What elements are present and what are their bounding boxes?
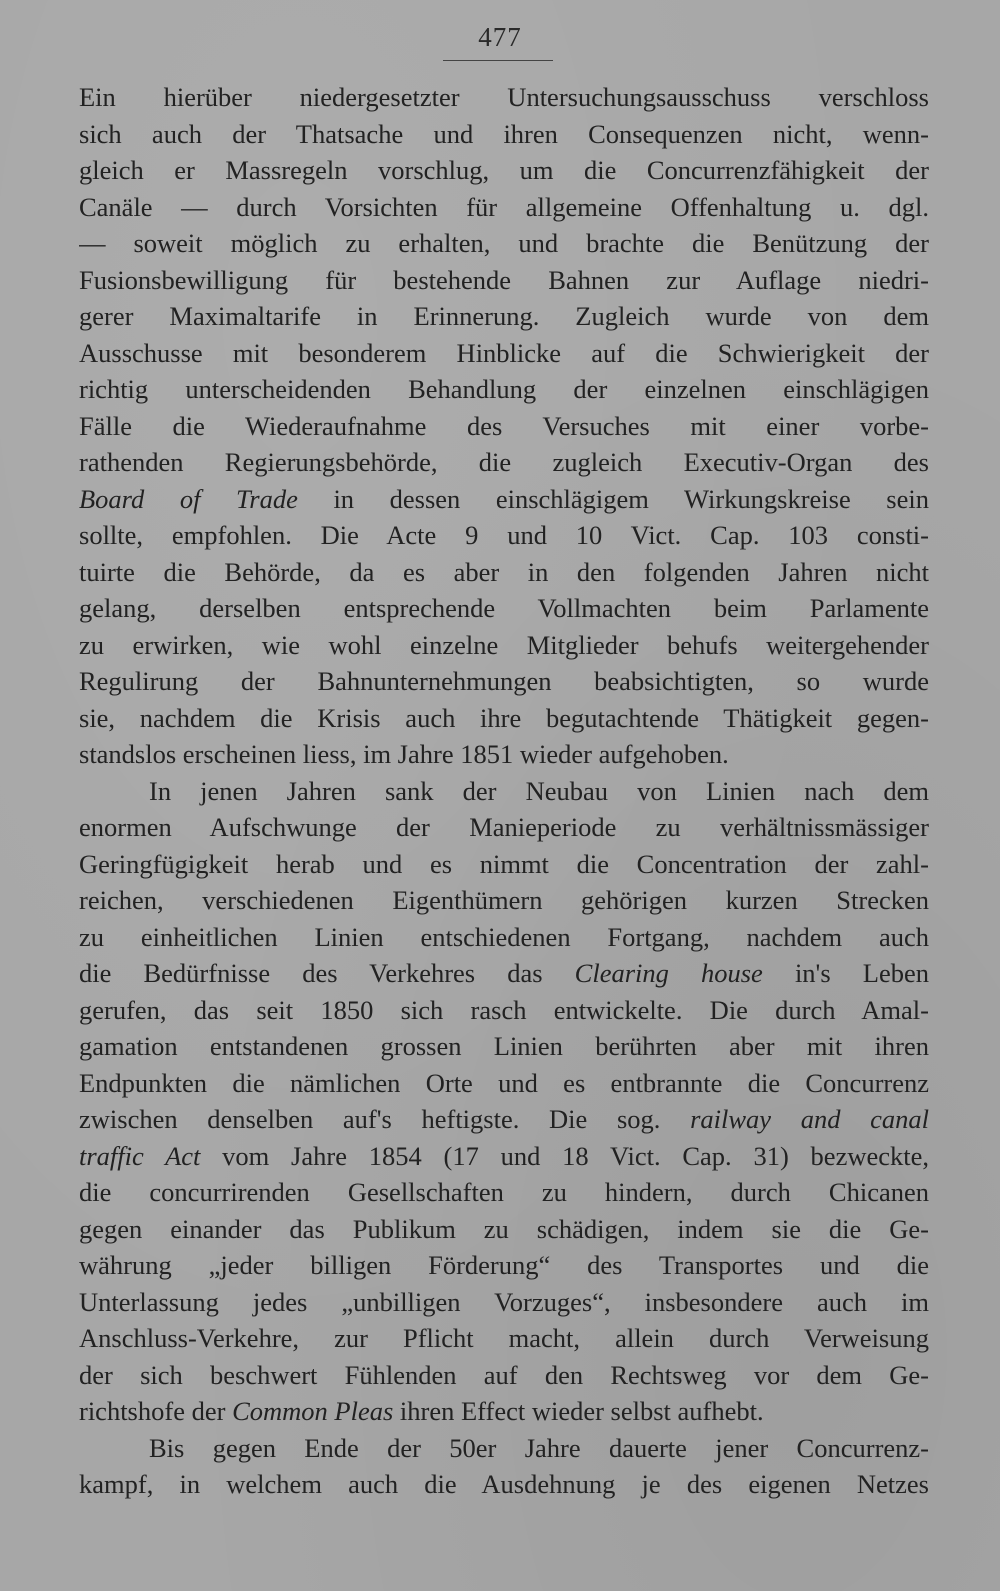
text-line	[79, 1247, 929, 1284]
text-run: in's Leben	[762, 958, 929, 988]
text-run: enormen Aufschwunge der Manieperiode zu verhältnissmässiger	[79, 812, 929, 842]
text-line	[79, 1028, 929, 1065]
text-run: reichen, verschiedenen Eigenthümern gehörigen kurzen Strecken	[79, 885, 929, 915]
text-line	[79, 408, 929, 445]
text-line	[79, 116, 929, 153]
text-run: Canäle — durch Vorsichten für allgemeine Offenhaltung u. dgl.	[79, 191, 929, 222]
italic-text: Clearing house	[574, 958, 763, 988]
text-run: richtig unterscheidenden Behandlung der einzelnen einschlägigen	[79, 374, 929, 404]
text-run: Fusionsbewilligung für bestehende Bahnen zur Auflage niedri-	[79, 264, 929, 295]
text-line	[79, 773, 929, 810]
paragraph	[79, 1430, 929, 1503]
text-line	[79, 335, 929, 372]
text-line	[79, 79, 929, 116]
text-run: gegen einander das Publikum zu schädigen, indem sie die Ge-	[79, 1213, 929, 1244]
page-number-rule	[443, 60, 553, 61]
text-run: sie, nachdem die Krisis auch ihre begutachtende Thätigkeit gegen-	[79, 702, 929, 733]
text-run: zu einheitlichen Linien entschiedenen Fortgang, nachdem auch	[79, 921, 929, 952]
paragraph	[79, 773, 929, 1430]
text-line	[79, 882, 929, 919]
text-line	[79, 1101, 929, 1138]
text-line	[79, 627, 929, 664]
text-line	[79, 1211, 929, 1248]
text-line	[79, 225, 929, 262]
italic-text: Board of Trade	[79, 483, 298, 514]
text-run: zu erwirken, wie wohl einzelne Mitglieder behufs weitergehender	[79, 629, 929, 660]
text-line	[79, 663, 929, 700]
text-run: sollte, empfohlen. Die Acte 9 und 10 Vict. Cap. 103 consti-	[79, 520, 929, 550]
text-run: Unterlassung jedes „unbilligen Vorzuges“, insbesondere auch im	[79, 1286, 929, 1317]
text-line	[79, 590, 929, 627]
text-run: kampf, in welchem auch die Ausdehnung je des eigenen Netzes	[79, 1469, 929, 1499]
text-line	[79, 554, 929, 591]
text-run: gelang, derselben entsprechende Vollmachten beim Parlamente	[79, 593, 929, 623]
text-run: rathenden Regierungsbehörde, die zugleich Executiv-Organ des	[79, 447, 929, 477]
text-run: standslos erscheinen liess, im Jahre 1851 wieder aufgehoben.	[79, 739, 729, 769]
text-run: Bis gegen Ende der 50er Jahre dauerte jener Concurrenz-	[149, 1432, 929, 1463]
italic-text: Common Pleas	[232, 1396, 394, 1426]
text-run: — soweit möglich zu erhalten, und brachte die Benützung der	[79, 228, 929, 258]
text-line	[79, 955, 929, 992]
text-run: Ein hierüber niedergesetzter Untersuchungsausschuss verschloss	[79, 82, 929, 112]
text-run: In jenen Jahren sank der Neubau von Linien nach dem	[149, 775, 929, 806]
text-line	[79, 1284, 929, 1321]
text-line	[79, 298, 929, 335]
text-run: Fälle die Wiederaufnahme des Versuches mit einer vorbe-	[79, 410, 929, 441]
text-run: ihren Effect wieder selbst aufhebt.	[393, 1396, 764, 1426]
text-run: Ausschusse mit besonderem Hinblicke auf die Schwierigkeit der	[79, 337, 929, 368]
text-line	[79, 262, 929, 299]
italic-text: traffic Act	[79, 1140, 201, 1171]
text-run: tuirte die Behörde, da es aber in den folgenden Jahren nicht	[79, 556, 929, 587]
text-line	[79, 919, 929, 956]
text-run: gerer Maximaltarife in Erinnerung. Zugleich wurde von dem	[79, 301, 929, 331]
text-line	[79, 992, 929, 1029]
text-run: zwischen denselben auf's heftigste. Die sog.	[79, 1104, 691, 1134]
text-run: der sich beschwert Fühlenden auf den Rechtsweg vor dem Ge-	[79, 1359, 929, 1390]
text-line	[79, 736, 929, 773]
text-line	[79, 1357, 929, 1394]
text-run: sich auch der Thatsache und ihren Consequenzen nicht, wenn-	[79, 118, 929, 149]
text-run: Endpunkten die nämlichen Orte und es entbrannte die Concurrenz	[79, 1067, 929, 1098]
text-line	[79, 1174, 929, 1211]
text-line	[79, 1320, 929, 1357]
text-run: die Bedürfnisse des Verkehres das	[79, 958, 575, 988]
text-line	[79, 1393, 929, 1430]
text-line	[79, 700, 929, 737]
text-run: gamation entstandenen grossen Linien berührten aber mit ihren	[79, 1031, 929, 1061]
text-line	[79, 809, 929, 846]
text-line	[79, 371, 929, 408]
text-run: währung „jeder billigen Förderung“ des Transportes und die	[79, 1250, 929, 1280]
text-run: die concurrirenden Gesellschaften zu hindern, durch Chicanen	[79, 1177, 929, 1207]
text-run: Geringfügigkeit herab und es nimmt die Concentration der zahl-	[79, 848, 929, 879]
paragraph	[79, 79, 929, 773]
text-line	[79, 444, 929, 481]
text-line	[79, 517, 929, 554]
text-run: richtshofe der	[79, 1396, 233, 1426]
text-line	[79, 1138, 929, 1175]
text-line	[79, 1430, 929, 1467]
text-line	[79, 152, 929, 189]
text-run: Anschluss-Verkehre, zur Pflicht macht, allein durch Verweisung	[79, 1323, 929, 1353]
text-run: vom Jahre 1854 (17 und 18 Vict. Cap. 31) bezweckte,	[200, 1140, 929, 1171]
text-run: in dessen einschlägigem Wirkungskreise sein	[297, 483, 929, 514]
text-line	[79, 846, 929, 883]
italic-text: railway and canal	[690, 1104, 929, 1134]
text-run: Regulirung der Bahnunternehmungen beabsichtigten, so wurde	[79, 666, 929, 696]
page-number: 477	[478, 22, 522, 52]
text-line	[79, 189, 929, 226]
body-text	[79, 79, 929, 1503]
text-line	[79, 481, 929, 518]
text-run: gleich er Massregeln vorschlug, um die Concurrenzfähigkeit der	[79, 155, 929, 185]
text-run: gerufen, das seit 1850 sich rasch entwickelte. Die durch Amal-	[79, 994, 929, 1025]
text-line	[79, 1466, 929, 1503]
text-line	[79, 1065, 929, 1102]
